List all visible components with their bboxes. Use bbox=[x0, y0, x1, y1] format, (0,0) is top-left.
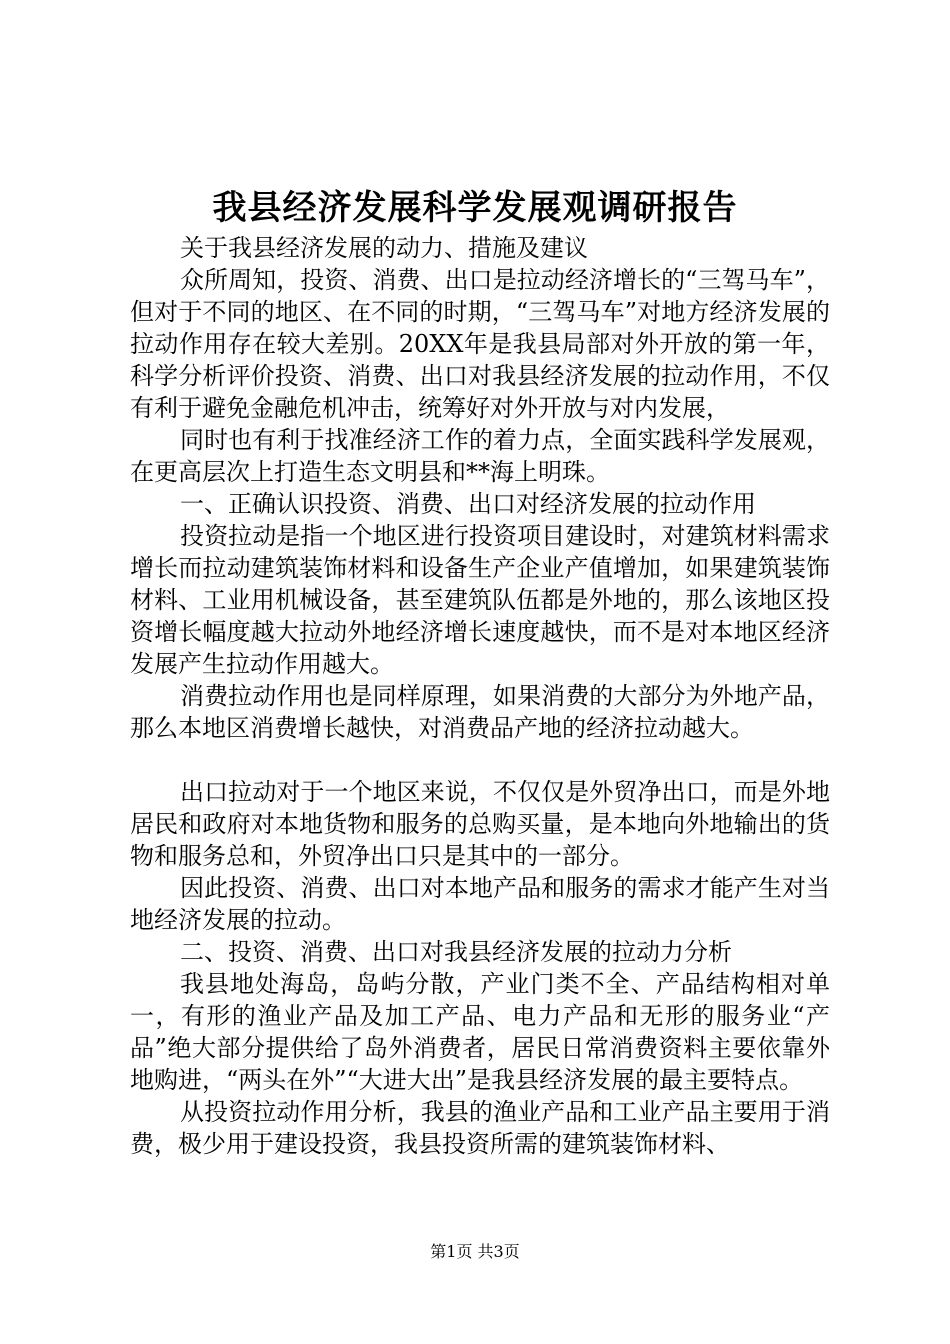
paragraph: 因此投资、消费、出口对本地产品和服务的需求才能产生对当地经济发展的拉动。 bbox=[130, 874, 830, 934]
paragraph: 众所周知，投资、消费、出口是拉动经济增长的“三驾马车”，但对于不同的地区、在不同的时期，“三驾马车”对地方经济发展的拉动作用存在较大差别。20XX年是我县局部对外开放的第一年，科学分析评价投资、消费、出口对我县经济发展的拉动作用，不仅有利于避免金融危机冲击，统筹好对外开放与对内发展， bbox=[130, 266, 830, 422]
paragraph: 同时也有利于找准经济工作的着力点，全面实践科学发展观，在更高层次上打造生态文明县和**海上明珠。 bbox=[130, 426, 830, 486]
section-heading-1: 一、正确认识投资、消费、出口对经济发展的拉动作用 bbox=[180, 490, 756, 518]
paragraph: 投资拉动是指一个地区进行投资项目建设时，对建筑材料需求增长而拉动建筑装饰材料和设备生产企业产值增加，如果建筑装饰材料、工业用机械设备，甚至建筑队伍都是外地的，那么该地区投资增长幅度越大拉动外地经济增长速度越快，而不是对本地区经济发展产生拉动作用越大。 bbox=[130, 522, 830, 678]
paragraph: 从投资拉动作用分析，我县的渔业产品和工业产品主要用于消费，极少用于建设投资，我县投资所需的建筑装饰材料、 bbox=[130, 1098, 830, 1158]
document-body bbox=[130, 232, 830, 1160]
paragraph: 我县地处海岛，岛屿分散，产业门类不全、产品结构相对单一，有形的渔业产品及加工产品、电力产品和无形的服务业“产品”绝大部分提供给了岛外消费者，居民日常消费资料主要依靠外地购进，“两头在外”“大进大出”是我县经济发展的最主要特点。 bbox=[130, 970, 830, 1094]
paragraph: 消费拉动作用也是同样原理，如果消费的大部分为外地产品，那么本地区消费增长越快，对消费品产地的经济拉动越大。 bbox=[130, 682, 830, 742]
section-heading-2: 二、投资、消费、出口对我县经济发展的拉动力分析 bbox=[180, 938, 732, 966]
paragraph: 出口拉动对于一个地区来说，不仅仅是外贸净出口，而是外地居民和政府对本地货物和服务的总购买量，是本地向外地输出的货物和服务总和，外贸净出口只是其中的一部分。 bbox=[130, 778, 830, 870]
page-footer: 第1页 共3页 bbox=[430, 1242, 520, 1261]
paragraph-subtitle: 关于我县经济发展的动力、措施及建议 bbox=[180, 234, 588, 262]
document-title: 我县经济发展科学发展观调研报告 bbox=[212, 188, 738, 228]
paragraph-gap bbox=[130, 744, 830, 776]
